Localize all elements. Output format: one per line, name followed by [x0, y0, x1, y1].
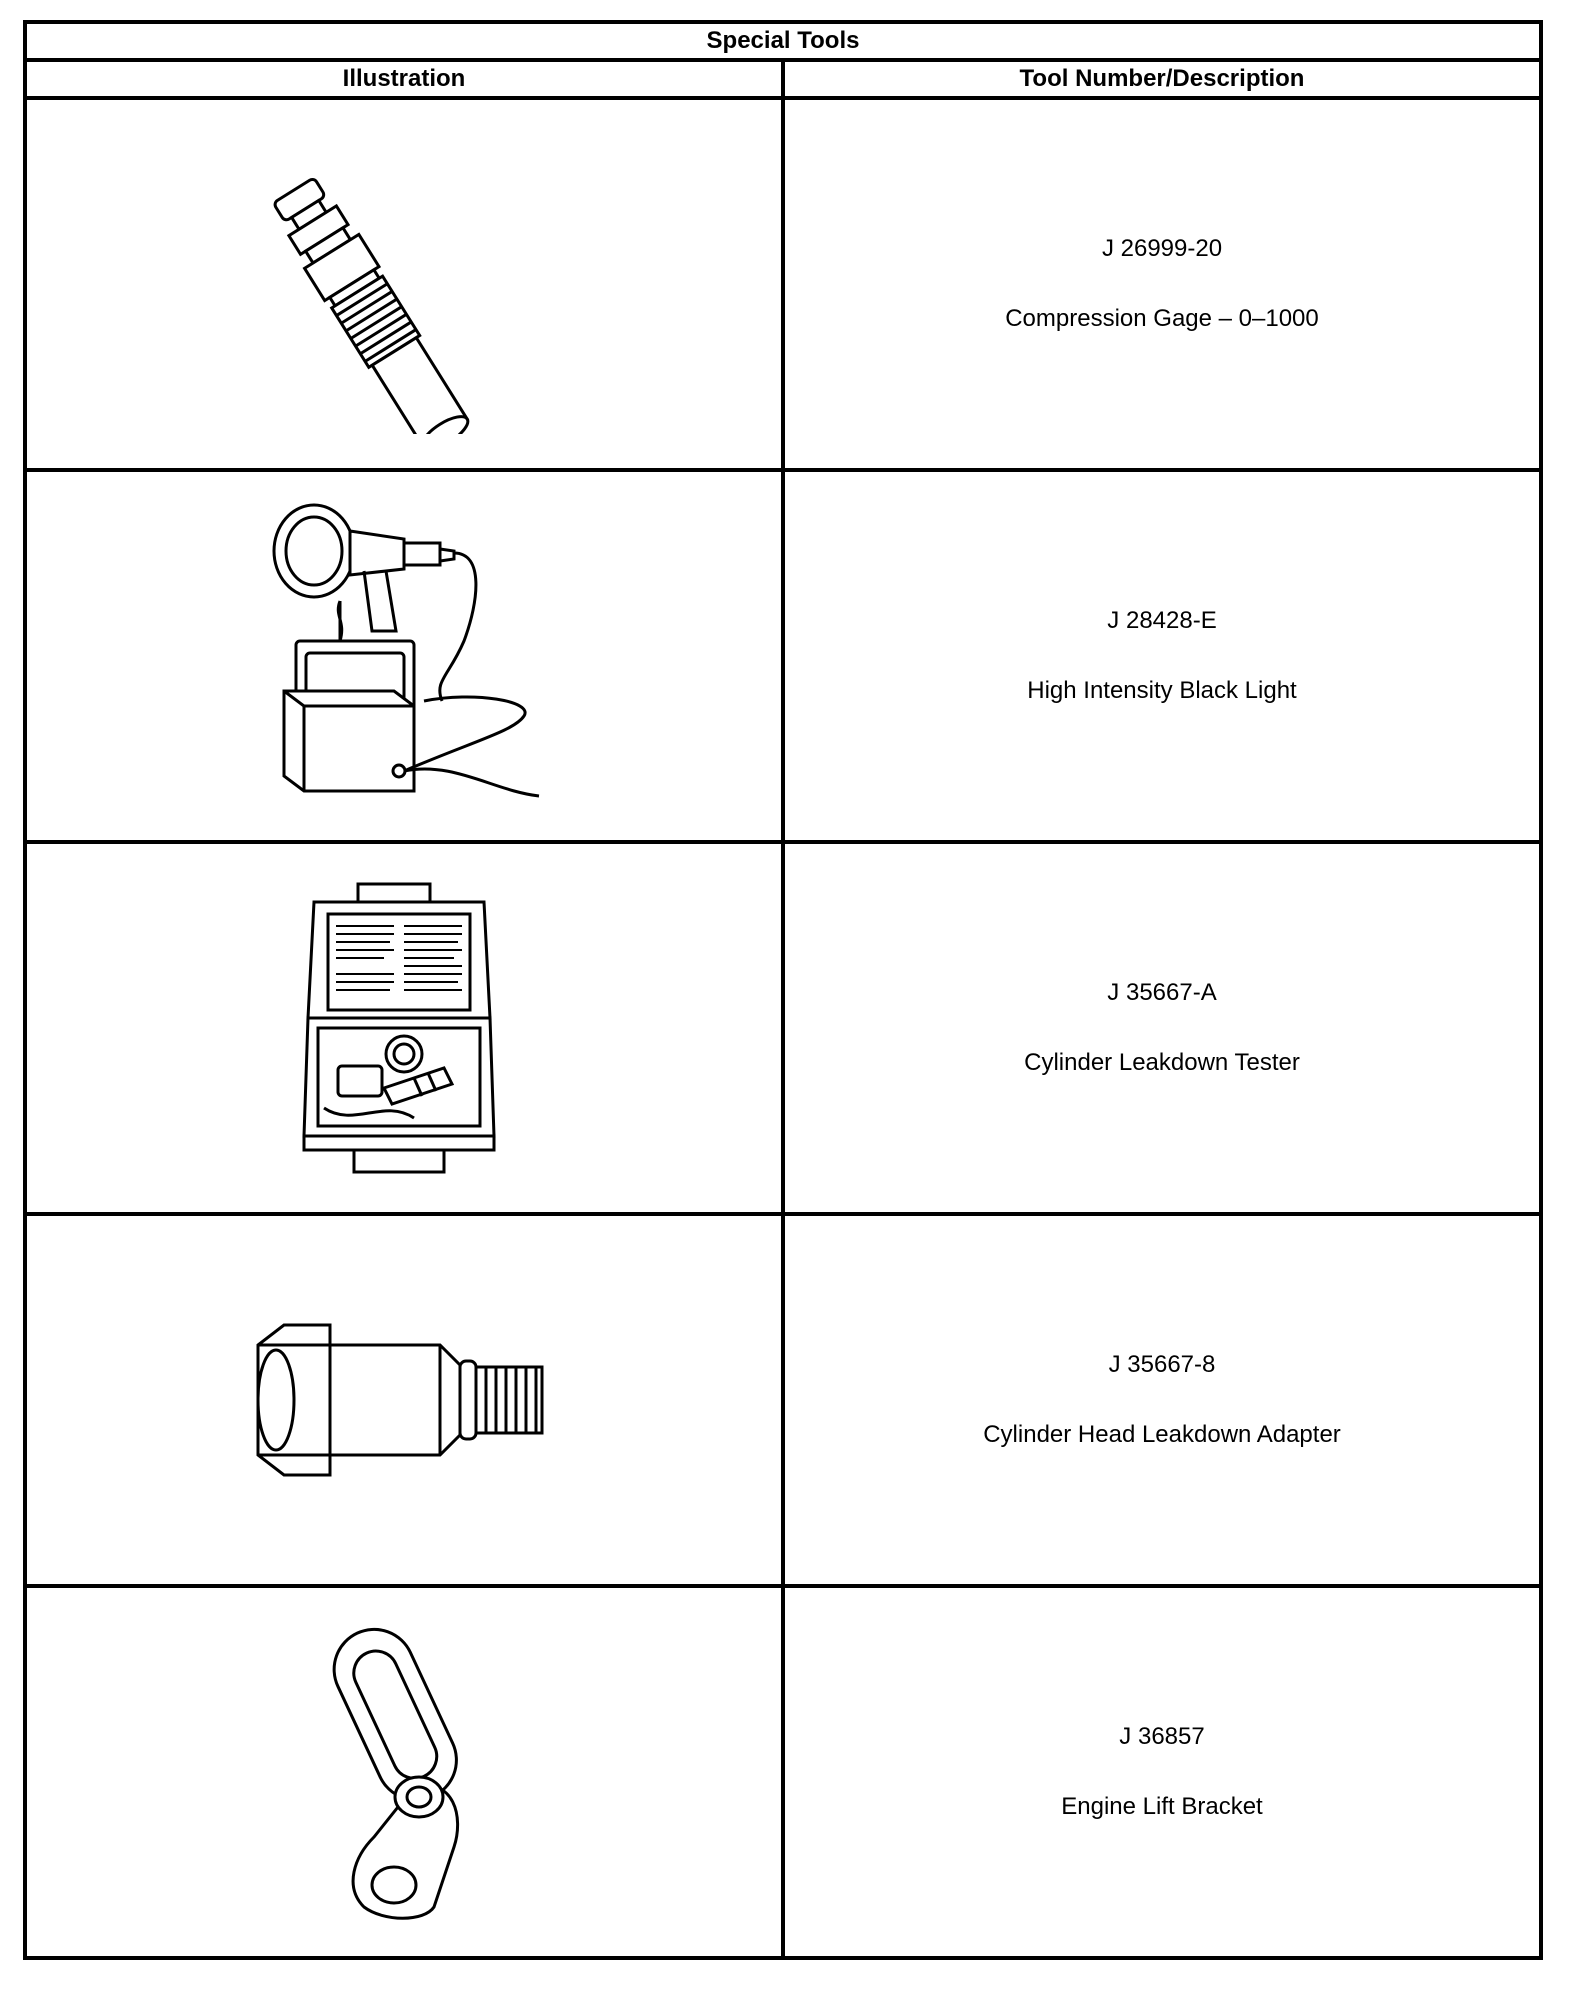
table-row: [25, 1214, 1541, 1586]
compression-gage-icon: [244, 134, 564, 434]
leakdown-adapter-icon: [244, 1315, 564, 1485]
special-tools-table: [23, 20, 1543, 1960]
tool-number: J 35667-8: [1108, 1351, 1216, 1378]
illustration-cell: [25, 1586, 783, 1958]
table-row: [25, 1586, 1541, 1958]
tool-description: Cylinder Leakdown Tester: [1024, 1049, 1300, 1076]
tool-description: Compression Gage – 0–1000: [1005, 305, 1319, 332]
tool-description: Cylinder Head Leakdown Adapter: [983, 1421, 1341, 1448]
description-cell: [783, 1586, 1541, 1958]
tool-number: J 28428-E: [1107, 607, 1217, 634]
table-title-row: [25, 22, 1541, 60]
description-cell: [783, 470, 1541, 842]
table-title: Special Tools: [25, 22, 1541, 60]
tool-number: J 36857: [1119, 1723, 1205, 1750]
illustration-cell: [25, 842, 783, 1214]
description-cell: [783, 1214, 1541, 1586]
table-header-row: [25, 60, 1541, 98]
table-row: [25, 842, 1541, 1214]
black-light-icon: [254, 491, 554, 821]
tool-description: High Intensity Black Light: [1027, 677, 1297, 704]
description-cell: [783, 98, 1541, 470]
leakdown-tester-case-icon: [294, 878, 514, 1178]
table-row: [25, 470, 1541, 842]
tool-number: J 35667-A: [1107, 979, 1217, 1006]
illustration-cell: [25, 470, 783, 842]
header-illustration: Illustration: [25, 60, 783, 98]
illustration-cell: [25, 1214, 783, 1586]
header-tool-number-description: Tool Number/Description: [783, 60, 1541, 98]
description-cell: [783, 842, 1541, 1214]
tool-number: J 26999-20: [1101, 235, 1223, 262]
tool-description: Engine Lift Bracket: [1061, 1793, 1263, 1820]
illustration-cell: [25, 98, 783, 470]
table-row: [25, 98, 1541, 470]
lift-bracket-icon: [294, 1617, 514, 1927]
